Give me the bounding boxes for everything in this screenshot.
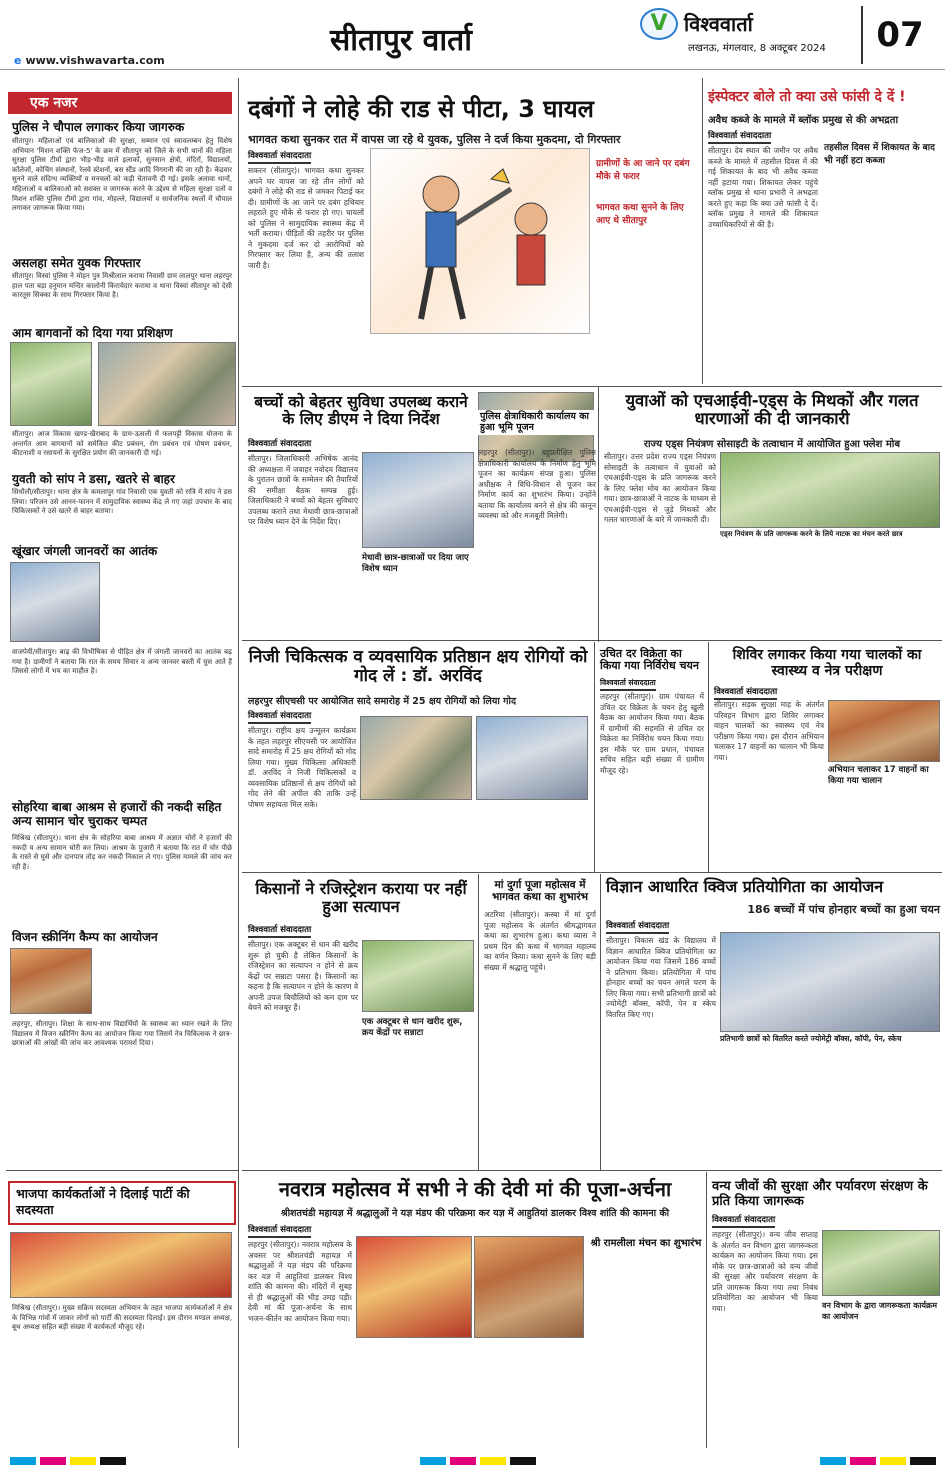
section-divider bbox=[242, 640, 942, 641]
brief-body: वाजपेयी/सीतापुर। बाढ़ की विभीषिका से पीड़ित क्षेत्र में जंगली जानवरों का आतंक बढ़ गया है। ग्रामीणों ने बताया कि रात के समय सियार व अन्य जानवर बस्ती में घुस आते हैं जिससे लोगों में भय का माहौल है। bbox=[12, 648, 232, 676]
eye-camp-body-cont bbox=[714, 804, 940, 866]
training-group-photo bbox=[98, 342, 236, 426]
durga-idol-photo bbox=[356, 1236, 472, 1338]
farmers-headline[interactable]: किसानों ने रजिस्ट्रेशन कराया पर नहीं हुआ सत्यापन bbox=[255, 879, 467, 916]
website-line[interactable] bbox=[14, 54, 165, 67]
brief-body: सीतापुर। महिलाओं एवं बालिकाओं की सुरक्षा, सम्मान एवं स्वावलम्बन हेतु विशेष अभियान 'मिशन शक्ति फेज-5' के क्रम में सीतापुर को जिले के सभी थानों की महिला सुरक्षा पुलिस टीमों द्वारा भीड़-भीड़ वाले इलाकों, सुनसान क्षेत्रों, मंदिरों, विद्यालयों, कॉलेजों, कोचिंग संस्थानों, रेलवे स्टेशनों, बस स्टैंड आदि निगरानी की जा रही है। केंद्रवार सुनने वाले संदिग्ध व्यक्तियों व मनचलों को कड़ी चेतावनी दी गई। इसके अलावा थानों, महिलाओं व बालिकाओं को सशक्त व जागरुक करने के उद्देश्य से महिला सुरक्षा दलों व मिशन शक्ति पुलिस टीमों द्वारा गांव, मोहल्ले, विद्यालयों व सार्वजनिक स्थलों में चौपाल लगाकर जागरूक किया गया। bbox=[12, 137, 232, 213]
inspector-body: सीतापुर। देव स्थान की जमीन पर अवैध कब्जे के मामले में तहसील दिवस में की गई शिकायत के बाद भी अवैध कब्जा नहीं हटाया गया। शिकायत लेकर पहुंचे ब्लॉक प्रमुख से थाना प्रभारी ने अभद्रता करते हुए कहा कि क्या उसे फांसी दे दें। ब्लॉक प्रमुख ने मामले की शिकायत उच्चाधिकारियों से की है। bbox=[708, 146, 818, 229]
section-divider bbox=[242, 386, 942, 387]
flash-mob-photo bbox=[720, 452, 940, 528]
quiz-byline: विश्ववार्ता संवाददाता bbox=[606, 920, 669, 934]
page-number: 07 bbox=[861, 6, 937, 64]
assault-cartoon bbox=[370, 148, 590, 334]
navratra-byline: विश्ववार्ता संवाददाता bbox=[248, 1224, 311, 1238]
wildlife-headline[interactable]: वन्य जीवों की सुरक्षा और पर्यावरण संरक्षण के प्रति किया जागरूक bbox=[712, 1179, 928, 1209]
wildlife-caption: वन विभाग के द्वारा जागरूकता कार्यक्रम का आयोजन bbox=[822, 1301, 937, 1321]
aids-headline[interactable]: युवाओं को एचआईवी-एड्स के मिथकों और गलत धारणाओं की दी जानकारी bbox=[625, 391, 919, 429]
bjp-membership-box bbox=[8, 1181, 236, 1225]
dealer-body: लहरपुर (सीतापुर)। ग्राम पंचायत में उचित दर विक्रेता के चयन हेतु खुली बैठक का आयोजन किया गया। बैठक में ग्रामीणों की सहमति से उचित दर विक्रेता का निर्विरोध चयन किया गया। इस मौके पर ग्राम प्रधान, पंचायत सचिव सहित बड़ी संख्या में ग्रामीण मौजूद रहे। bbox=[600, 692, 704, 775]
brief-headline[interactable]: असलहा समेत युवक गिरफ्तार bbox=[12, 256, 141, 270]
tb-photo bbox=[360, 716, 472, 800]
dateline: लखनऊ, मंगलवार, 8 अक्टूबर 2024 bbox=[688, 43, 826, 54]
quiz-body-cont bbox=[606, 1064, 940, 1164]
column-divider bbox=[478, 874, 479, 1170]
eye-camp-headline[interactable]: शिविर लगाकर किया गया चालकों का स्वास्थ्य व नेत्र परीक्षण bbox=[732, 647, 922, 679]
aids-subheadline: राज्य एड्स नियंत्रण सोसाइटी के तत्वाधान में आयोजित हुआ फ्लेश मोब bbox=[643, 439, 901, 450]
tb-ceremony-photo bbox=[476, 716, 588, 800]
farmers-caption: एक अक्टूबर से धान खरीद शुरू, क्रय केंद्रों पर सन्नाटा bbox=[362, 1017, 463, 1038]
farmers-body: सीतापुर। एक अक्टूबर से धान की खरीद शुरू हो चुकी है लेकिन किसानों के रजिस्ट्रेशन का सत्यापन न होने से क्रय केंद्रों पर सन्नाटा पसरा है। किसानों का कहना है कि सत्यापन न होने के कारण वे अपनी उपज बिचौलियों को कम दाम पर बेचने को मजबूर हैं। bbox=[248, 940, 358, 1012]
navratra-subheadline: श्रीशतचंडी महायज्ञ में श्रद्धालुओं ने यज्ञ मंडप की परिक्रमा कर यज्ञ में आहुतियां डालकर विश्व शांति की कामना की bbox=[280, 1208, 670, 1219]
quiz-body: सीतापुर। विकास खंड के विद्यालय में विज्ञान आधारित क्विज प्रतियोगिता का आयोजन किया गया जिसमें 186 बच्चों ने प्रतिभाग किया। प्रतियोगिता में पांच होनहार बच्चों का चयन अगले चरण के लिए किया गया। सभी प्रतिभागी छात्रों को ज्योमेट्री बॉक्स, कॉपी, पेन व स्केच वितरित किए गए। bbox=[606, 936, 716, 1019]
dm-photo bbox=[362, 452, 474, 548]
print-color-bar bbox=[0, 1452, 945, 1473]
fight-illustration bbox=[371, 149, 589, 333]
lead-subheadline: भागवत कथा सुनकर रात में वापस जा रहे थे युवक, पुलिस ने दर्ज किया मुकदमा, दो गिरफ्तार bbox=[248, 133, 621, 146]
column-divider bbox=[594, 642, 595, 872]
dm-body: सीतापुर। जिलाधिकारी अभिषेक आनंद की अध्यक्षता में जवाहर नवोदय विद्यालय के पुरातन छात्रों के सम्मेलन की तैयारियों की समीक्षा बैठक सम्पन्न हुई। जिलाधिकारी ने बच्चों को बेहतर सुविधाएं उपलब्ध कराने तथा मेधावी छात्र-छात्राओं पर विशेष ध्यान देने के निर्देश दिए। bbox=[248, 454, 358, 526]
quiz-photo bbox=[720, 932, 940, 1032]
dealer-headline[interactable]: उचित दर विक्रेता का किया गया निर्विरोध चयन bbox=[600, 647, 699, 673]
brief-headline[interactable]: खूंखार जंगली जानवरों का आतंक bbox=[12, 544, 158, 558]
police-office-headline[interactable]: पुलिस क्षेत्राधिकारी कार्यालय का हुआ भूमि पूजन bbox=[478, 410, 598, 435]
wildlife-body: लहरपुर (सीतापुर)। वन्य जीव सप्ताह के अंतर्गत वन विभाग द्वारा जागरूकता कार्यक्रम का आयोजन किया गया। इस मौके पर छात्र-छात्राओं को वन्य जीवों की सुरक्षा और पर्यावरण संरक्षण के प्रति जागरूक किया गया तथा निबंध प्रतियोगिता का आयोजन भी किया गया। bbox=[712, 1230, 818, 1313]
brief-body: लहरपुर, सीतापुर। शिक्षा के साथ-साथ विद्यार्थियों के स्वास्थ्य का ध्यान रखने के लिए विद्यालय में विजन स्क्रीनिंग कैम्प का आयोजन किया गया जिसमें नेत्र चिकित्सक ने छात्र-छात्राओं की आंखों की जांच कर आवश्यक परामर्श दिया। bbox=[12, 1020, 232, 1048]
section-divider bbox=[6, 1170, 238, 1171]
magenta-swatch bbox=[40, 1457, 66, 1465]
page-title: सीतापुर वार्ता bbox=[330, 23, 472, 58]
navratra-headline[interactable]: नवरात्र महोत्सव में सभी ने की देवी मां की पूजा-अर्चना bbox=[278, 1177, 672, 1201]
black-swatch bbox=[510, 1457, 536, 1465]
paddy-photo bbox=[362, 940, 474, 1012]
section-ek-nazar: एक नजर bbox=[8, 92, 232, 114]
lead-quote: भागवत कथा सुनने के लिए आए थे सीतापुर bbox=[596, 203, 684, 226]
inspector-quote: तहसील दिवस में शिकायत के बाद भी नहीं हटा कब्जा bbox=[824, 143, 935, 166]
brief-headline[interactable]: आम बागवानों को दिया गया प्रशिक्षण bbox=[12, 326, 173, 340]
ramleela-body bbox=[590, 1254, 702, 1446]
bjp-photo bbox=[10, 1232, 232, 1298]
durga-headline[interactable]: मां दुर्गा पूजा महोत्सव में भागवत कथा का शुभारंभ bbox=[492, 879, 588, 903]
tb-body-cont bbox=[360, 804, 588, 864]
tb-body: सीतापुर। राष्ट्रीय क्षय उन्मूलन कार्यक्रम के तहत लहरपुर सीएचसी पर आयोजित सादे समारोह में 25 क्षय रोगियों को गोद लिया गया। मुख्य चिकित्सा अधिकारी डॉ. अरविंद ने निजी चिकित्सकों व व्यवसायिक प्रतिष्ठानों से क्षय रोगियों को गोद लेने की अपील की ताकि उन्हें पोषण सहायता मिल सके। bbox=[248, 726, 356, 809]
lead-quote: ग्रामीणों के आ जाने पर दबंग मौके से फरार bbox=[596, 159, 690, 182]
section-divider bbox=[242, 1170, 942, 1171]
brief-headline[interactable]: पुलिस ने चौपाल लगाकर किया जागरुक bbox=[12, 120, 185, 134]
eye-camp-byline: विश्ववार्ता संवाददाता bbox=[714, 686, 777, 700]
yagya-photo bbox=[474, 1236, 584, 1338]
tb-headline[interactable]: निजी चिकित्सक व व्यवसायिक प्रतिष्ठान क्षय रोगियों को गोद लें : डॉ. अरविंद bbox=[248, 647, 588, 687]
black-swatch bbox=[910, 1457, 936, 1465]
quiz-caption: प्रतिभागी छात्रों को वितरित करते ज्योमेट्री बॉक्स, कॉपी, पेन, स्केच bbox=[720, 1034, 902, 1043]
police-office-body: लहरपुर (सीतापुर)। बहुप्रतीक्षित पुलिस क्षेत्राधिकारी कार्यालय के निर्माण हेतु भूमि पूजन का कार्यक्रम संपन्न हुआ। पुलिस अधीक्षक ने विधि-विधान से पूजन कर निर्माण कार्य का शुभारंभ किया। उन्होंने बताया कि कार्यालय बनने से क्षेत्र की कानून व्यवस्था को और मजबूती मिलेगी। bbox=[478, 448, 596, 520]
column-divider bbox=[598, 386, 599, 642]
training-photo bbox=[10, 342, 92, 426]
black-swatch bbox=[100, 1457, 126, 1465]
magenta-swatch bbox=[450, 1457, 476, 1465]
eye-camp-caption: अभियान चलाकर 17 वाहनों का किया गया चालान bbox=[828, 765, 929, 786]
bjp-headline[interactable]: भाजपा कार्यकर्ताओं ने दिलाई पार्टी की सदस्यता bbox=[16, 1186, 190, 1217]
inspector-body-cont bbox=[824, 172, 940, 378]
aids-body-cont bbox=[604, 544, 940, 636]
inspector-headline[interactable]: इंस्पेक्टर बोले तो क्या उसे फांसी दे दें ! bbox=[708, 89, 906, 105]
column-divider bbox=[706, 1172, 707, 1448]
inspector-subheadline: अवैध कब्जे के मामले में ब्लॉक प्रमुख से की अभद्रता bbox=[708, 115, 899, 126]
browser-icon: e bbox=[14, 54, 22, 67]
yellow-swatch bbox=[70, 1457, 96, 1465]
ramleela-headline[interactable]: श्री रामलीला मंचन का शुभारंभ bbox=[590, 1238, 702, 1249]
column-divider bbox=[238, 78, 239, 1448]
section-divider bbox=[242, 872, 942, 873]
aids-body: सीतापुर। उत्तर प्रदेश राज्य एड्स नियंत्रण सोसाइटी के तत्वाधान में युवाओं को एचआईवी-एड्स के प्रति जागरूक करने के लिए फ्लेश मोब का आयोजन किया गया। छात्र-छात्राओं ने नाटक के माध्यम से एचआईवी-एड्स से जुड़े मिथकों और गलत धारणाओं के बारे में जानकारी दी। bbox=[604, 452, 716, 524]
lead-quotes bbox=[596, 150, 696, 334]
brief-headline[interactable]: विजन स्क्रीनिंग कैम्प का आयोजन bbox=[12, 930, 158, 944]
brand-name: विश्ववार्ता bbox=[684, 12, 753, 36]
dealer-byline: विश्ववार्ता संवाददाता bbox=[600, 678, 656, 691]
wildlife-body-cont bbox=[712, 1340, 940, 1446]
dm-byline: विश्ववार्ता संवाददाता bbox=[248, 438, 311, 452]
cyan-swatch bbox=[10, 1457, 36, 1465]
lead-body: सकरन (सीतापुर)। भागवत कथा सुनकर अपने घर वापस जा रहे तीन लोगों को दबंगों ने लोहे की राड से जमकर पिटाई कर दी। ग्रामीणों के आ जाने पर दबंग हथियार लहराते हुए मौके से फरार हो गए। घायलों को पुलिस ने सामुदायिक स्वास्थ्य केंद्र में भर्ती कराया। पीड़ितों की तहरीर पर पुलिस ने मुकदमा दर्ज कर दो आरोपियों को गिरफ्तार कर लिया है, अन्य की तलाश जारी है। bbox=[248, 166, 364, 270]
aids-caption: एड्स नियंत्रण के प्रति जागरूक करने के लिये नाटक का मंचन करते छात्र bbox=[720, 530, 903, 538]
forest-awareness-photo bbox=[822, 1230, 940, 1296]
eye-camp-body: सीतापुर। सड़क सुरक्षा माह के अंतर्गत परिवहन विभाग द्वारा शिविर लगाकर वाहन चालकों का स्वास्थ्य एवं नेत्र परीक्षण किया गया। इस दौरान अभियान चलाकर 17 वाहनों का चालान भी किया गया। bbox=[714, 700, 824, 762]
brief-body: सीतापुर। आज विकास खण्ड-खैराबाद के ग्राम-ऊसली में फलपट्टी विकास योजना के अन्तर्गत आम बागवानों को समेकित कीट प्रबंधन, रोग प्रबंधन एवं पोषण प्रबंधन, कीटनाशी व रसायनों के सुरक्षित प्रयोग की जानकारी दी गई। bbox=[12, 430, 232, 458]
cyan-swatch bbox=[420, 1457, 446, 1465]
brief-headline[interactable]: युवती को सांप ने डसा, खतरे से बाहर bbox=[12, 472, 175, 486]
brief-body: सीतापुर। विस्वां पुलिस ने मोहन पुत्र मिश्रीलाल कराया निवासी ग्राम लालपुर थाना लहरपुर हाल पता बड़ा हनुमान मन्दिर कालोनी किरायेदार कराया व थाना विस्वां सीतापुर को देसी कारतूस सिक्का के साथ गिरफ्तार किया है। bbox=[12, 272, 232, 300]
navratra-body-cont bbox=[356, 1342, 584, 1446]
lead-headline[interactable]: दबंगों ने लोहे की राड से पीटा, 3 घायल bbox=[248, 95, 594, 123]
magenta-swatch bbox=[850, 1457, 876, 1465]
bjp-body: मिश्रिख (सीतापुर)। मुख्य सक्रिय सदस्यता अभियान के तहत भाजपा कार्यकर्ताओं ने क्षेत्र के विभिन्न गांवों में जाकर लोगों को पार्टी की सदस्यता दिलाई। इस दौरान मण्डल अध्यक्ष, बूथ अध्यक्ष सहित बड़ी संख्या में कार्यकर्ता मौजूद रहे। bbox=[12, 1304, 232, 1332]
masthead bbox=[0, 0, 945, 70]
quiz-subheadline: 186 बच्चों में पांच होनहार बच्चों का हुआ चयन bbox=[747, 903, 940, 916]
brief-body: सिधौली/सीतापुर। थाना क्षेत्र के कमलापुर गांव निवासी एक युवती को रात्रि में सांप ने डस लिया। परिजन उसे आनन-फानन में सामुदायिक स्वास्थ्य केंद्र ले गए जहां उपचार के बाद चिकित्सकों ने उसे खतरे से बाहर बताया। bbox=[12, 488, 232, 516]
navratra-body: लहरपुर (सीतापुर)। नवरात्र महोत्सव के अवसर पर श्रीशतचंडी महायज्ञ में श्रद्धालुओं ने यज्ञ मंडप की परिक्रमा कर यज्ञ में आहुतियां डालकर विश्व शांति की कामना की। मंदिरों में सुबह से ही श्रद्धालुओं की भीड़ उमड़ पड़ी। देवी मां की पूजा-अर्चना के साथ भजन-कीर्तन का आयोजन किया गया। bbox=[248, 1240, 352, 1323]
eye-camp-photo bbox=[828, 700, 940, 762]
column-divider bbox=[708, 642, 709, 872]
website-url[interactable]: www.vishwavarta.com bbox=[25, 54, 165, 67]
farmers-byline: विश्ववार्ता संवाददाता bbox=[248, 924, 311, 938]
durga-body: अटरिया (सीतापुर)। कस्बा में मां दुर्गा पूजा महोत्सव के अंतर्गत श्रीमद्भागवत कथा का शुभारंभ हुआ। कथा व्यास ने प्रथम दिन की कथा में भागवत महात्म्य का वर्णन किया। कथा सुनने के लिए बड़ी संख्या में श्रद्धालु पहुंचे। bbox=[484, 910, 596, 972]
dm-headline[interactable]: बच्चों को बेहतर सुविधा उपलब्ध कराने के लिए डीएम ने दिया निर्देश bbox=[254, 393, 468, 429]
lead-byline: विश्ववार्ता संवाददाता bbox=[248, 150, 311, 164]
tb-subheadline: लहरपुर सीएचसी पर आयोजित सादे समारोह में 25 क्षय रोगियों को लिया गोद bbox=[248, 696, 516, 707]
column-divider bbox=[600, 874, 601, 1170]
wildlife-byline: विश्ववार्ता संवाददाता bbox=[712, 1214, 775, 1228]
farmers-body-cont bbox=[362, 1048, 474, 1164]
vision-camp-photo bbox=[10, 948, 92, 1014]
animal-photo bbox=[10, 562, 100, 642]
brief-body: मिश्रिख (सीतापुर)। थाना क्षेत्र के सोहरिया बाबा आश्रम में अज्ञात चोरों ने हजारों की नकदी व अन्य सामान चोरी कर लिया। आश्रम के पुजारी ने बताया कि रात में चोर पीछे के रास्ते से घुसे और दानपात्र तोड़ कर नकदी निकाल ले गए। पुलिस मामले की जांच कर रही है। bbox=[12, 834, 232, 871]
column-divider bbox=[702, 78, 703, 384]
dm-caption: मेधावी छात्र-छात्राओं पर दिया जाए विशेष ध्यान bbox=[362, 553, 469, 574]
inspector-byline: विश्ववार्ता संवाददाता bbox=[708, 130, 771, 144]
quiz-headline[interactable]: विज्ञान आधारित क्विज प्रतियोगिता का आयोजन bbox=[606, 877, 884, 896]
tb-byline: विश्ववार्ता संवाददाता bbox=[248, 710, 311, 724]
brief-headline[interactable]: सोहरिया बाबा आश्रम से हजारों की नकदी सहित अन्य सामान चोर चुराकर चम्पत bbox=[12, 800, 222, 828]
yellow-swatch bbox=[880, 1457, 906, 1465]
cyan-swatch bbox=[820, 1457, 846, 1465]
lead-body-cont bbox=[248, 336, 696, 366]
yellow-swatch bbox=[480, 1457, 506, 1465]
logo-icon: V bbox=[640, 8, 678, 40]
